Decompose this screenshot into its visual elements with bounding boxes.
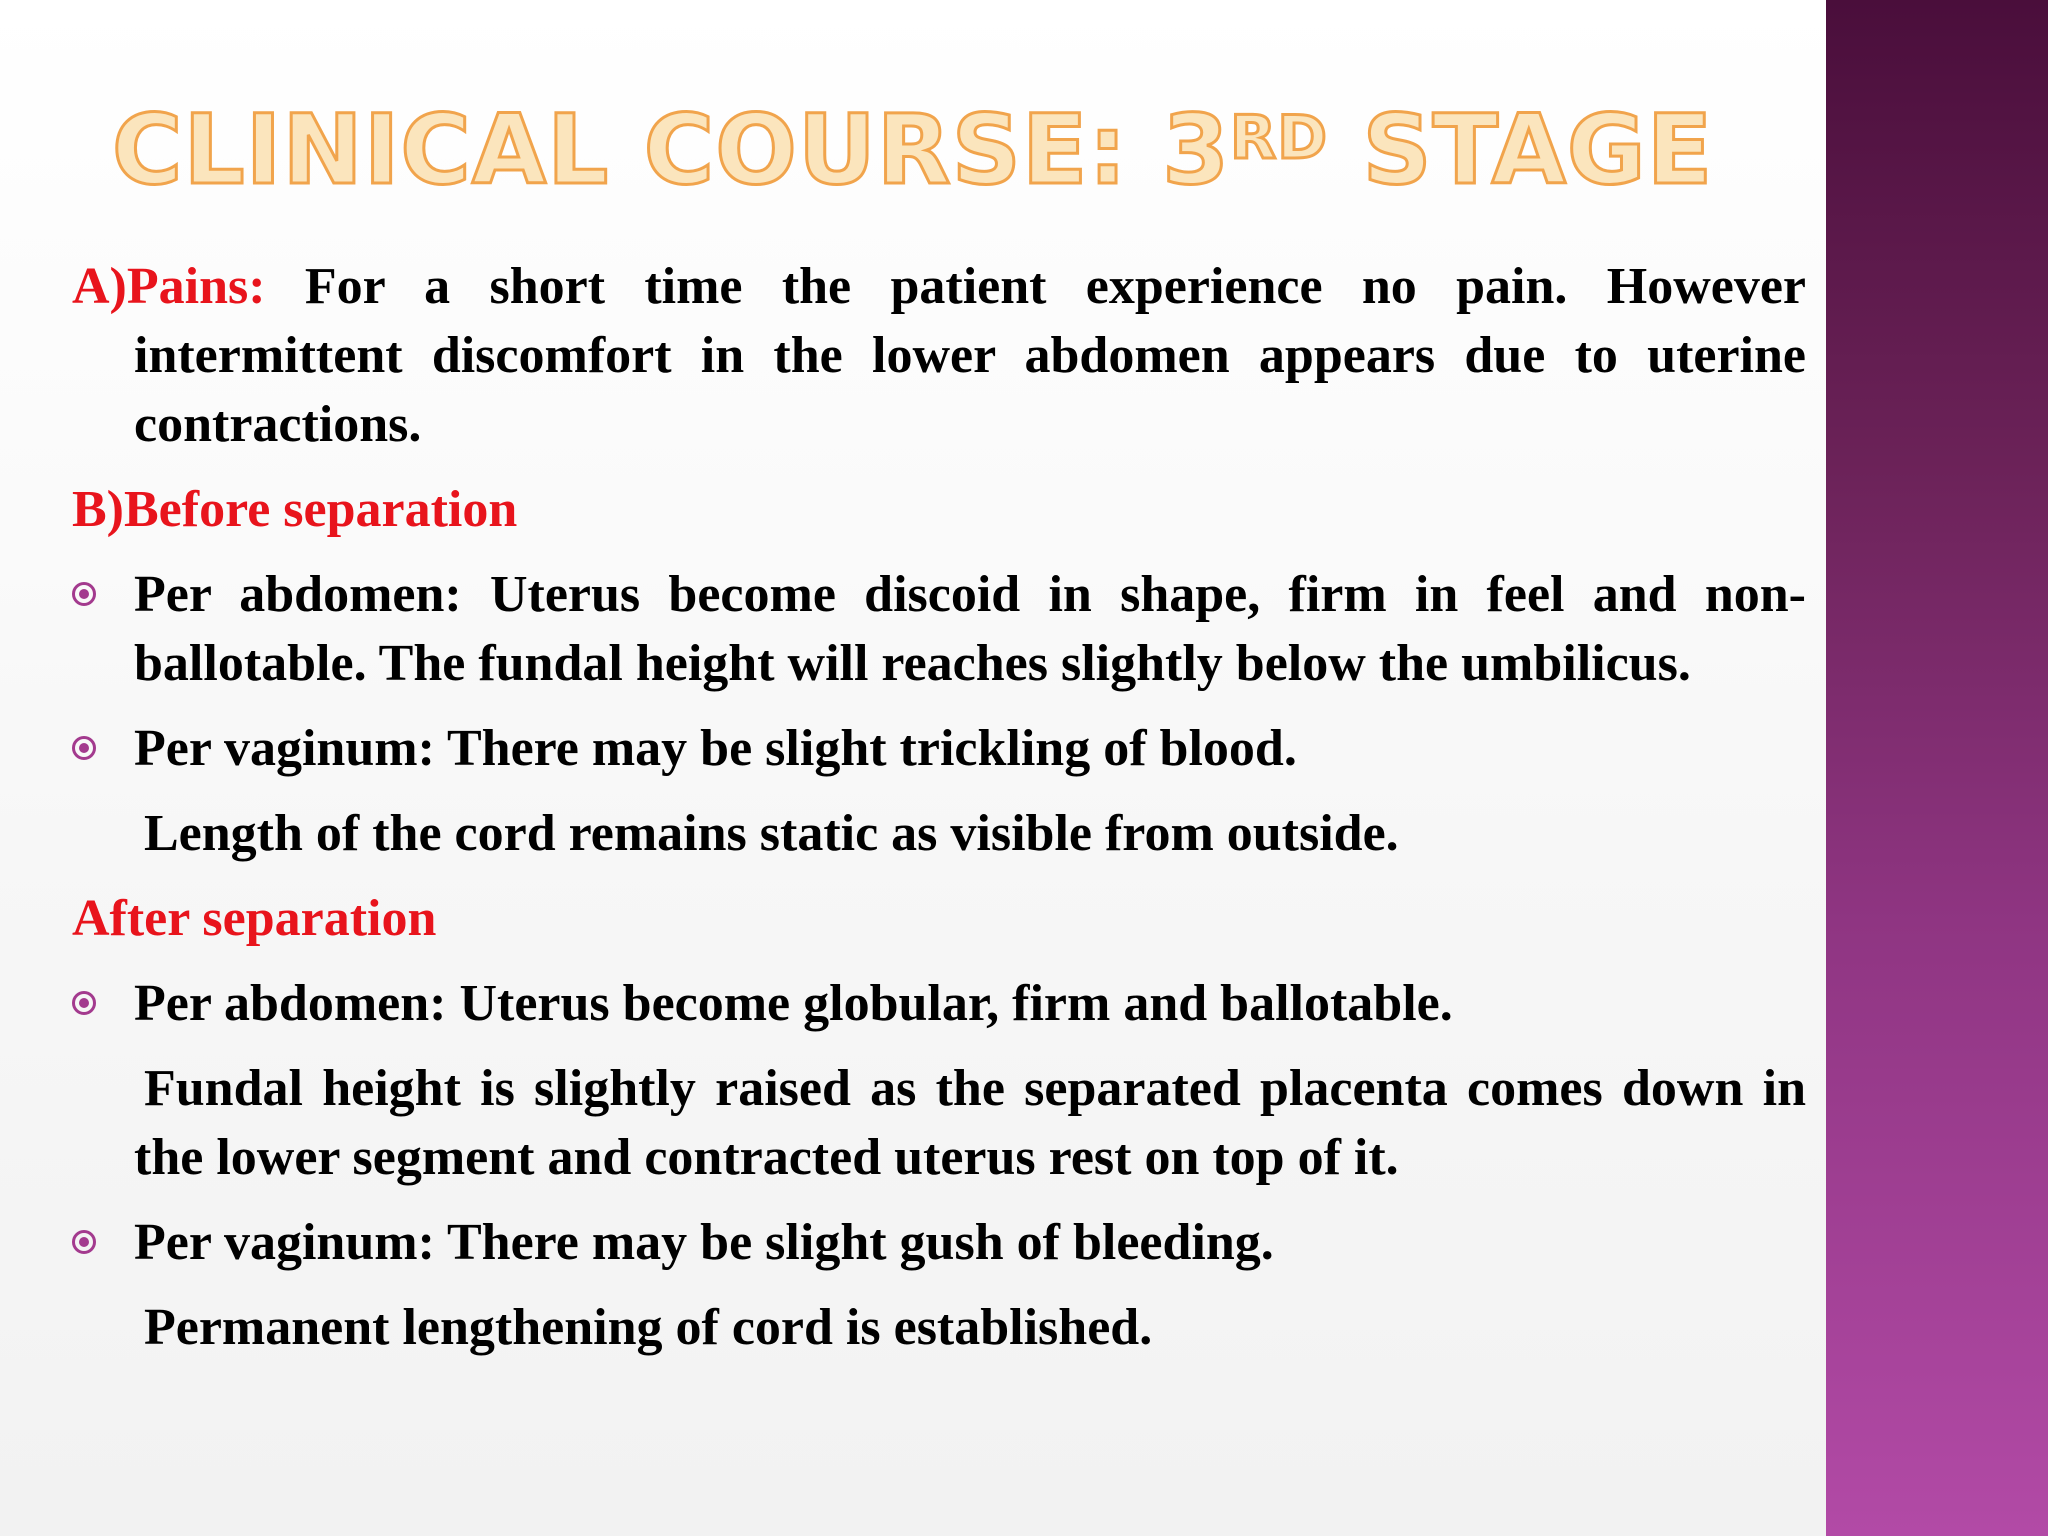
after-cord-text: Permanent lengthening of cord is established. [144, 1299, 1153, 1356]
after-cord-text-row [72, 1293, 1806, 1362]
before-vaginum-item [72, 714, 1806, 783]
circled-dot-bullet-icon [72, 736, 96, 760]
before-vaginum-text: Per vaginum: There may be slight trickling of blood. [134, 720, 1297, 777]
title-main: CLINICAL COURSE: 3 [112, 94, 1231, 206]
section-a-pains [72, 252, 1806, 459]
section-a-label: A)Pains: [72, 258, 266, 315]
slide-title [112, 94, 1714, 206]
before-cord-text-row [72, 799, 1806, 868]
decorative-side-band [1826, 0, 2048, 1536]
after-fundal-text: Fundal height is slightly raised as the separated placenta comes down in the lower segment and contracted uterus rest on top of it. [134, 1060, 1806, 1186]
slide-body [72, 252, 1806, 1362]
after-vaginum-item [72, 1208, 1806, 1277]
title-superscript: RD [1230, 103, 1329, 173]
title-end: STAGE [1328, 94, 1714, 206]
before-abdomen-text: Per abdomen: Uterus become discoid in shape, firm in feel and non-ballotable. The fundal height will reaches slightly below the umbilicus. [134, 566, 1806, 692]
section-b-heading: B)Before separation [72, 481, 518, 538]
circled-dot-bullet-icon [72, 582, 96, 606]
after-abdomen-text: Per abdomen: Uterus become globular, firm and ballotable. [134, 975, 1453, 1032]
after-abdomen-item [72, 969, 1806, 1038]
after-heading: After separation [72, 890, 437, 947]
before-cord-text: Length of the cord remains static as visible from outside. [144, 805, 1399, 862]
after-vaginum-text: Per vaginum: There may be slight gush of bleeding. [134, 1214, 1274, 1271]
circled-dot-bullet-icon [72, 1230, 96, 1254]
after-fundal-text-row [72, 1054, 1806, 1192]
section-a-text: For a short time the patient experience no pain. However intermittent discomfort in the lower abdomen appears due to uterine contractions. [134, 258, 1806, 453]
circled-dot-bullet-icon [72, 991, 96, 1015]
before-abdomen-item [72, 560, 1806, 698]
